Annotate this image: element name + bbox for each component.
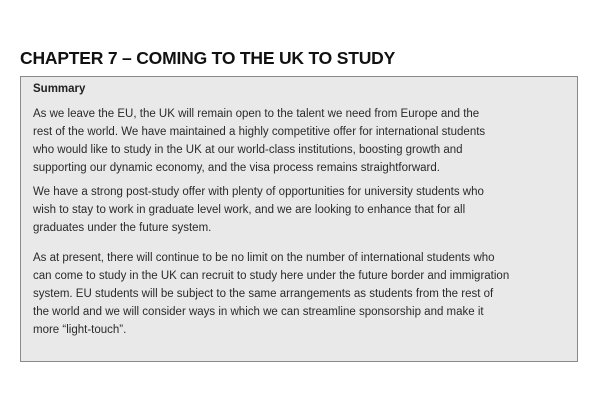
summary-box <box>20 76 578 362</box>
chapter-title: CHAPTER 7 – COMING TO THE UK TO STUDY <box>20 48 396 68</box>
summary-heading: Summary <box>33 83 86 95</box>
text-line: As at present, there will continue to be no limit on the number of international students who <box>33 252 495 264</box>
text-line: the world and we will consider ways in which we can streamline sponsorship and make it <box>33 306 484 318</box>
text-line: who would like to study in the UK at our world-class institutions, boosting growth and <box>33 144 463 156</box>
summary-paragraph-3 <box>33 249 563 339</box>
text-line: We have a strong post-study offer with plenty of opportunities for university students who <box>33 186 484 198</box>
text-line: system. EU students will be subject to the same arrangements as students from the rest of <box>33 288 494 300</box>
summary-paragraph-2 <box>33 183 563 237</box>
text-line: wish to stay to work in graduate level work, and we are looking to enhance that for all <box>33 204 466 216</box>
text-line: As we leave the EU, the UK will remain open to the talent we need from Europe and the <box>33 108 480 120</box>
text-line: rest of the world. We have maintained a highly competitive offer for international students <box>33 126 486 138</box>
text-line: supporting our dynamic economy, and the visa process remains straightforward. <box>33 162 440 174</box>
text-line: more “light-touch”. <box>33 324 127 336</box>
summary-paragraph-1 <box>33 105 563 177</box>
text-line: can come to study in the UK can recruit to study here under the future border and immigration <box>33 270 510 282</box>
text-line: graduates under the future system. <box>33 222 212 234</box>
